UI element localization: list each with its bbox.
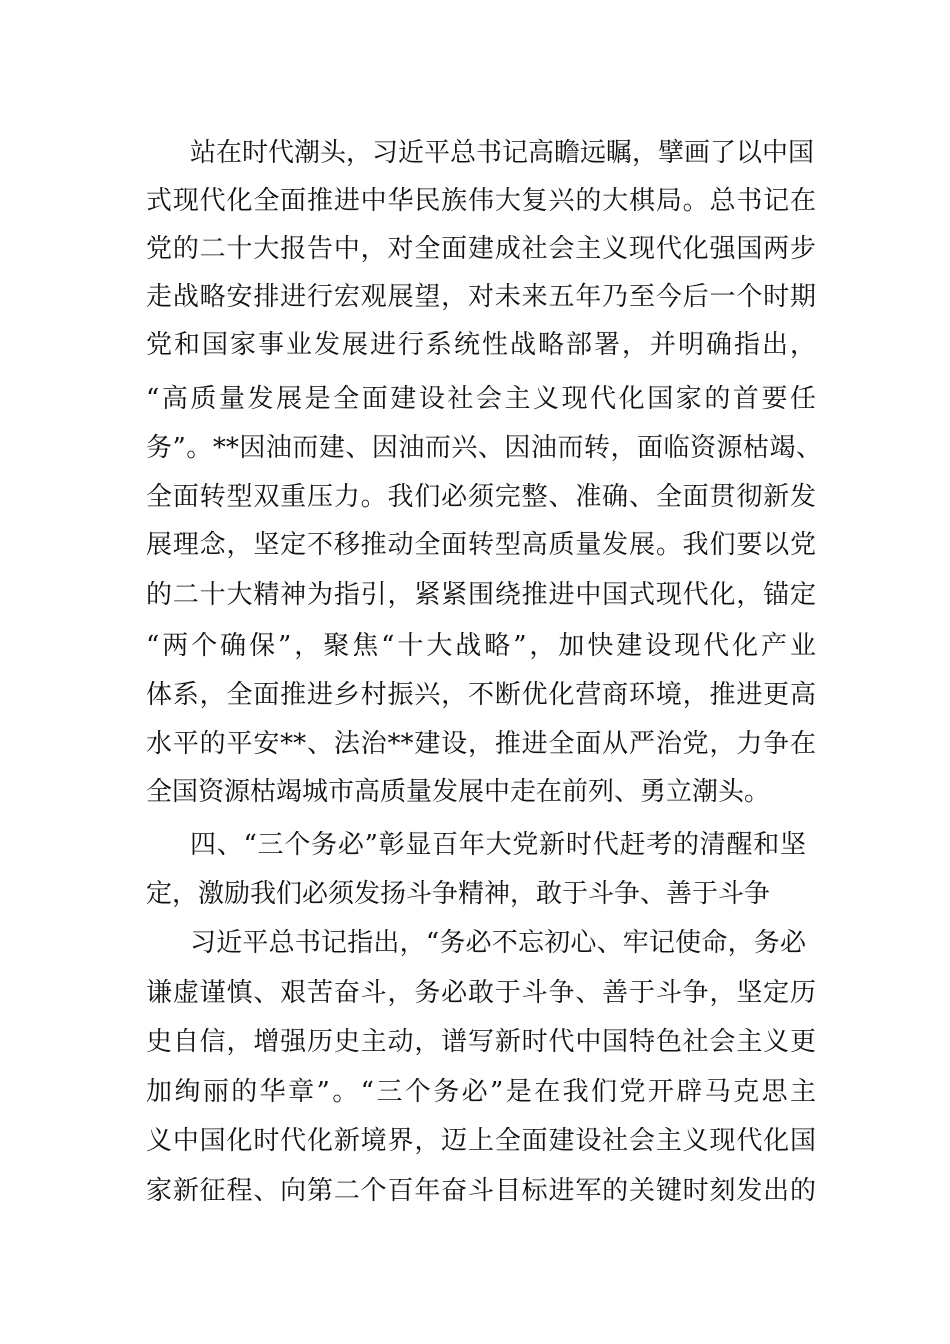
paragraph-1-line-13: 水平的平安**、法治**建设，推进全面从严治党，力争在 [146, 729, 816, 759]
paragraph-3-line-4: 加绚丽的华章”。“三个务必”是在我们党开辟马克思主 [146, 1077, 816, 1107]
paragraph-3-line-3: 史自信，增强历史主动，谱写新时代中国特色社会主义更 [146, 1027, 816, 1057]
paragraph-1-line-8: 全面转型双重压力。我们必须完整、准确、全面贯彻新发 [146, 482, 816, 512]
paragraph-3-line-2: 谦虚谨慎、艰苦奋斗，务必敢于斗争、善于斗争，坚定历 [146, 978, 816, 1008]
paragraph-1-line-12: 体系，全面推进乡村振兴，不断优化营商环境，推进更高 [146, 680, 816, 710]
paragraph-1-line-5: 党和国家事业发展进行系统性战略部署，并明确指出， [146, 330, 816, 360]
paragraph-1-line-4: 走战略安排进行宏观展望，对未来五年乃至今后一个时期 [146, 282, 816, 312]
paragraph-1-line-11: “两个确保”，聚焦“十大战略”，加快建设现代化产业 [146, 631, 816, 661]
paragraph-1-line-2: 式现代化全面推进中华民族伟大复兴的大棋局。总书记在 [146, 186, 816, 216]
paragraph-1-line-3: 党的二十大报告中，对全面建成社会主义现代化强国两步 [146, 234, 816, 264]
paragraph-1-line-9: 展理念，坚定不移推动全面转型高质量发展。我们要以党 [146, 530, 816, 560]
paragraph-1-line-14: 全国资源枯竭城市高质量发展中走在前列、勇立潮头。 [146, 777, 771, 807]
paragraph-3-line-6: 家新征程、向第二个百年奋斗目标进军的关键时刻发出的 [146, 1176, 816, 1206]
section-heading-line-1: 四、“三个务必”彰显百年大党新时代赶考的清醒和坚 [190, 830, 806, 860]
paragraph-1-line-7: 务”。**因油而建、因油而兴、因油而转，面临资源枯竭、 [146, 433, 822, 463]
paragraph-1-line-1: 站在时代潮头，习近平总书记高瞻远瞩，擘画了以中国 [190, 138, 815, 168]
section-heading-line-2: 定，激励我们必须发扬斗争精神，敢于斗争、善于斗争 [146, 879, 771, 909]
paragraph-3-line-5: 义中国化时代化新境界，迈上全面建设社会主义现代化国 [146, 1126, 816, 1156]
paragraph-1-line-6: “高质量发展是全面建设社会主义现代化国家的首要任 [146, 384, 816, 414]
paragraph-3-line-1: 习近平总书记指出，“务必不忘初心、牢记使命，务必 [190, 928, 806, 958]
paragraph-1-line-10: 的二十大精神为指引，紧紧围绕推进中国式现代化，锚定 [146, 580, 816, 610]
